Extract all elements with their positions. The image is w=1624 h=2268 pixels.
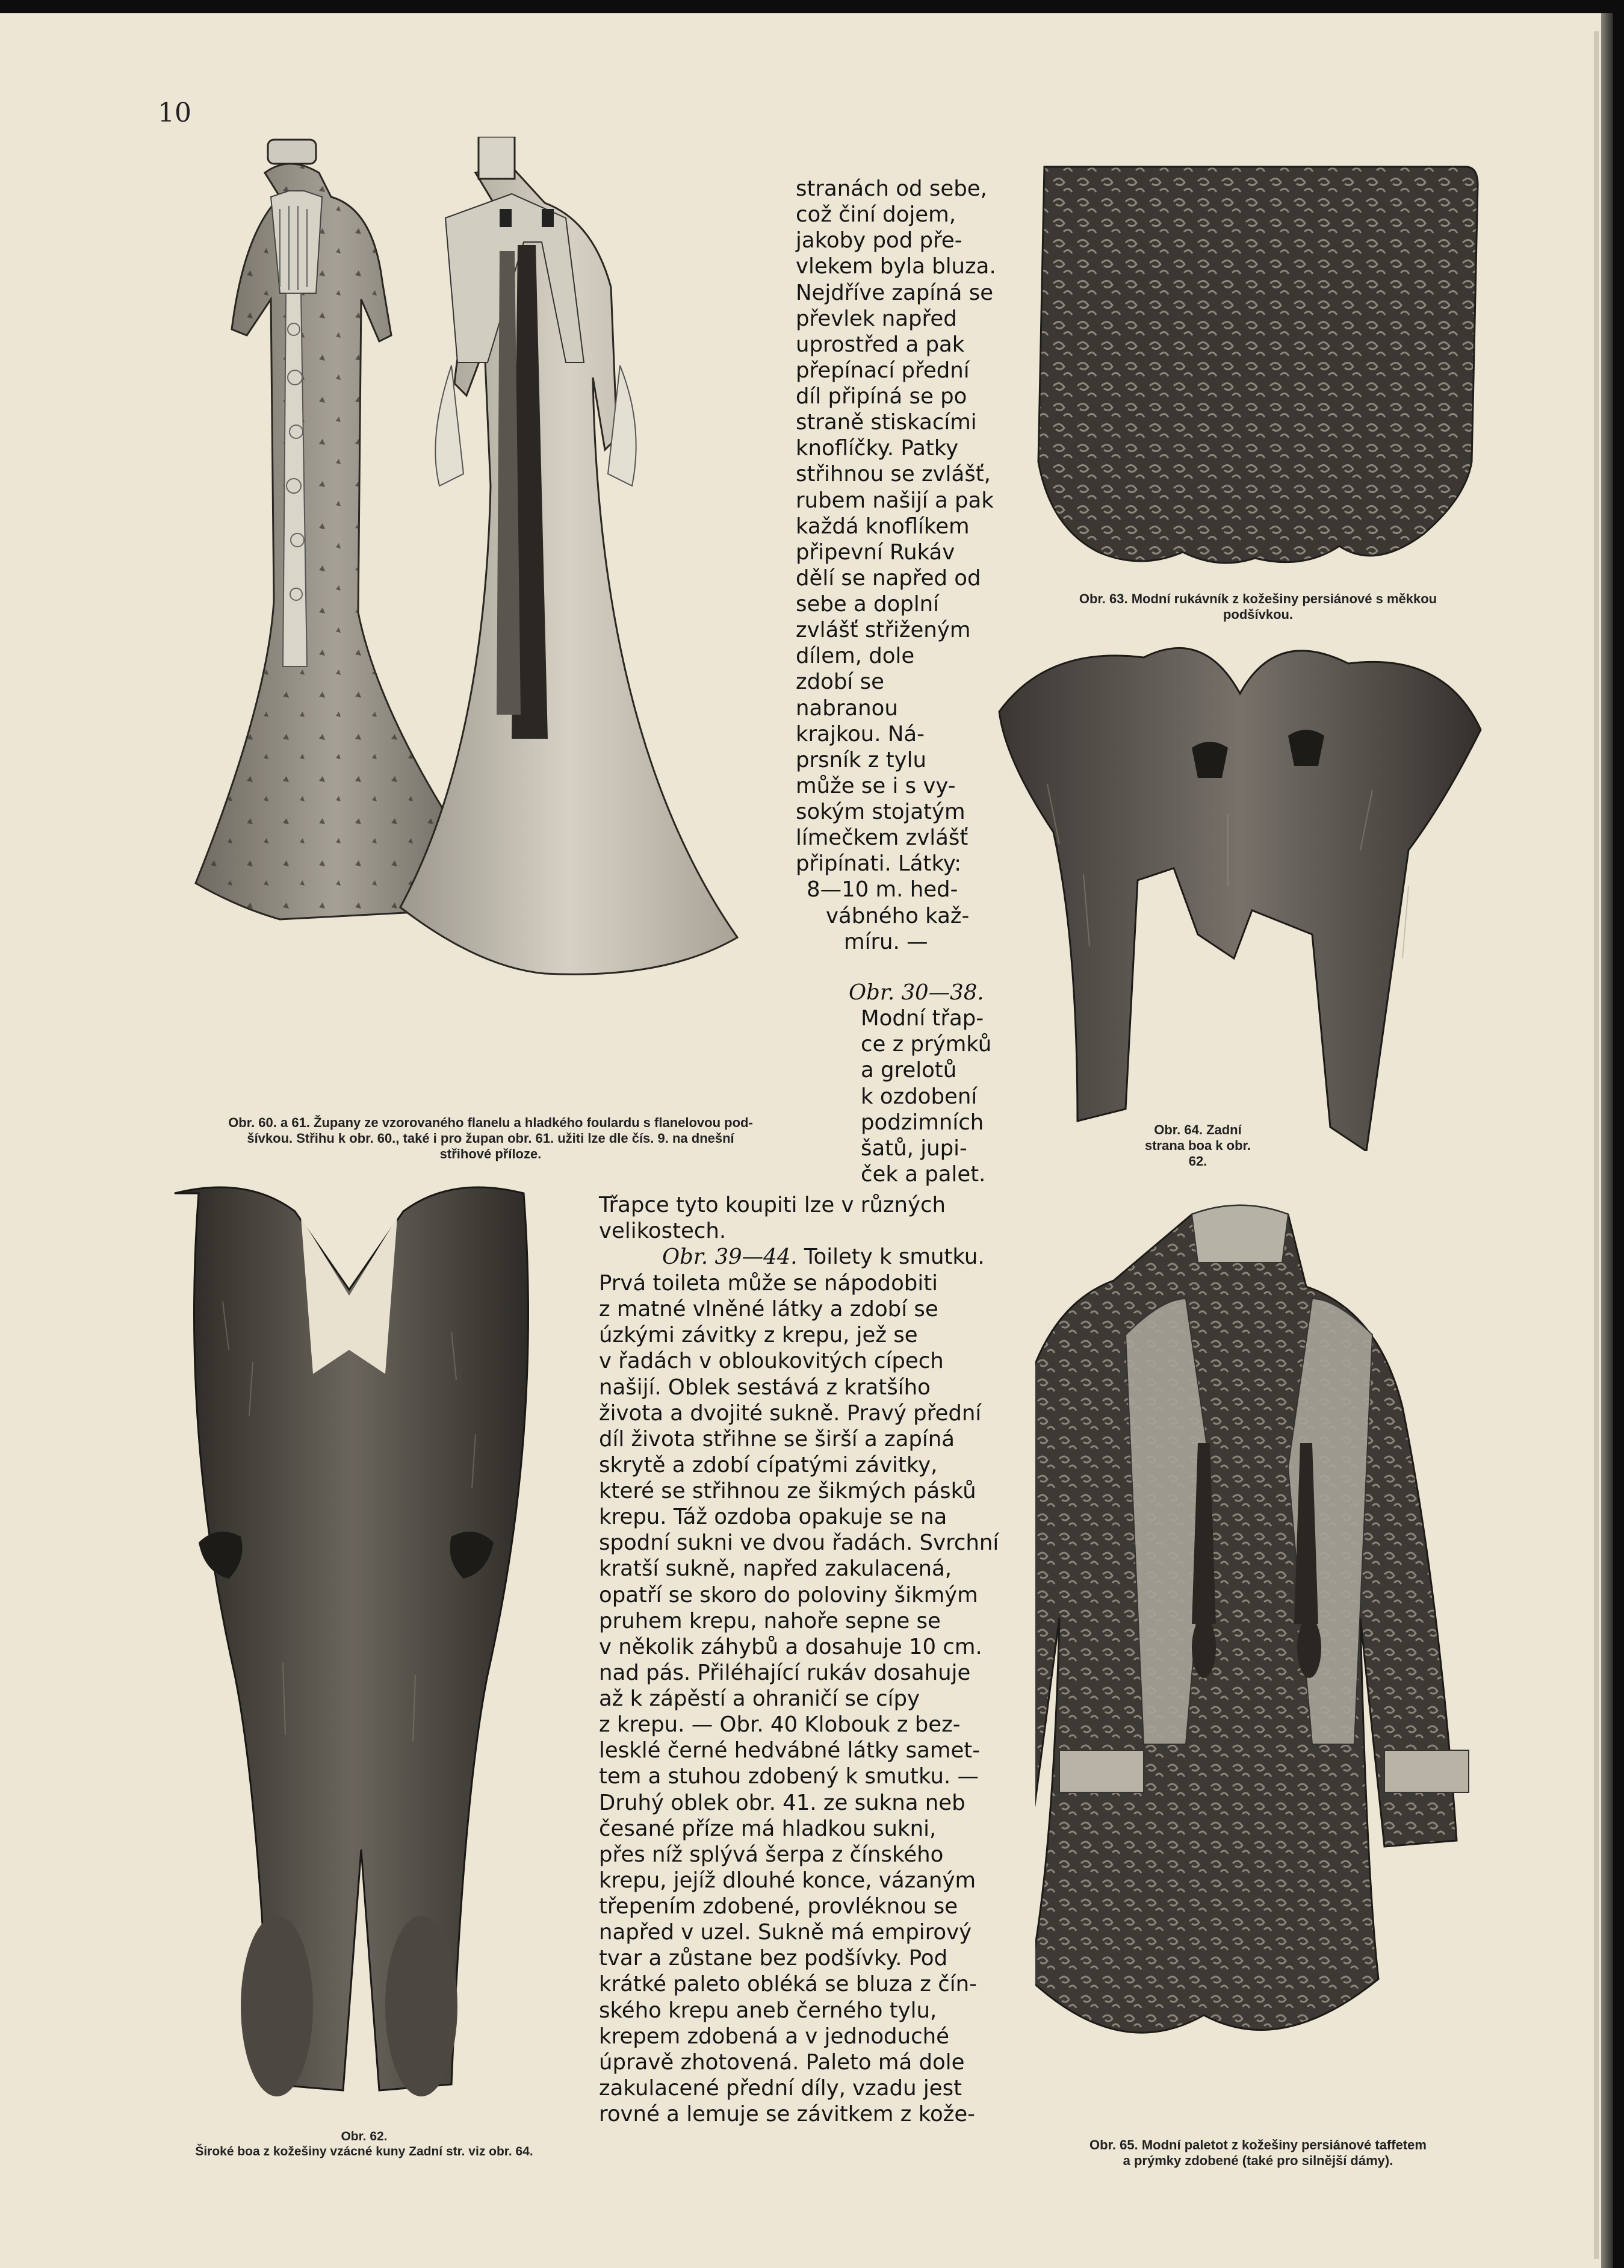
text-line: které se střihnou ze šikmých pásků (599, 1479, 976, 1503)
text-line: z matné vlněné látky a zdobí se (599, 1297, 938, 1322)
figure-63-caption: Obr. 63. Modní rukávník z kožešiny persiánové s měkkou podšívkou. (1079, 591, 1437, 622)
figure-60-61-caption: Obr. 60. a 61. Župany ze vzorovaného flanelu a hladkého foulardu s flanelovou pod- šívkou. Střihu k obr. 60., také i pro župan obr. 61. užiti lze dle čís. 9. na dnešní střihové příloze. (228, 1115, 753, 1161)
text-line: přes níž splývá šerpa z čínského (599, 1842, 944, 1867)
text-line: k ozdobení (861, 1084, 978, 1109)
fur-boa-back-illustration-icon (987, 633, 1493, 1151)
text-line: šatů, jupi- (861, 1136, 967, 1161)
text-line: uprostřed a pak (796, 332, 965, 357)
text-line: straně stiskacími (796, 410, 977, 435)
text-line: připínati. Látky: (796, 851, 962, 877)
text-line: krepu. Táž ozdoba opakuje se na (599, 1505, 947, 1530)
article-text-lower (599, 1270, 999, 2127)
text-line: přepínací přední (796, 358, 970, 383)
text-line: opatří se skoro do poloviny šikmým (599, 1582, 978, 1608)
figure-64-fur-boa-back (987, 633, 1493, 1151)
text-line: zakulacené přední díly, vzadu jest (599, 2075, 962, 2101)
text-line: díl připíná se po (796, 384, 967, 409)
text-line: krajkou. Ná- (796, 721, 925, 747)
text-line: kratší sukně, napřed zakulacená, (599, 1556, 952, 1582)
text-line: dělí se napřed od (796, 565, 981, 591)
text-line: knoflíčky. Patky (796, 436, 959, 461)
text-line: napřed v uzel. Sukně má empirový (599, 1920, 972, 1945)
figure-60-61-gowns (163, 137, 831, 1088)
text-line: v několik záhybů a dosahuje 10 cm. (599, 1634, 982, 1659)
text-line: života a dvojité sukně. Pravý přední (599, 1400, 982, 1426)
robe-61 (400, 137, 737, 974)
text-line (599, 1244, 996, 1270)
text-line: sebe a doplní (796, 592, 940, 617)
text-line: úpravě zhotovená. Paleto má dole (599, 2049, 965, 2075)
text-line: zvlášť střiženým (796, 618, 971, 643)
figure-62-fur-boa (163, 1181, 566, 2108)
text-line: tvar a zůstane bez podšívky. Pod (599, 1946, 948, 1971)
text-line: tem a stuhou zdobený k smutku. — (599, 1764, 979, 1789)
figure-64-caption: Obr. 64. Zadní strana boa k obr. 62. (1144, 1122, 1251, 1169)
text-line: prsník z tylu (796, 747, 927, 772)
text-line: což činí dojem, (796, 202, 956, 228)
text-line: díl života střihne se širší a zapíná (599, 1426, 955, 1452)
text-line: krepu, jejíž dlouhé konce, vázaným (599, 1868, 976, 1893)
section-label: Obr. 39—44. (662, 1244, 798, 1270)
page-binding-edge (1601, 13, 1613, 2268)
text-line: našijí. Oblek sestává z kratšího (599, 1375, 931, 1400)
text-line: každá knoflíkem (796, 514, 970, 539)
text-line: Nejdříve zapíná se (796, 280, 994, 305)
text-line: úzkými závitky z krepu, jež se (599, 1323, 918, 1348)
article-text-obr30 (849, 980, 993, 1187)
fur-boa-illustration-icon (163, 1181, 566, 2108)
section-label: Obr. 30—38. (849, 980, 984, 1005)
text-line: česané příze má hladkou sukni, (599, 1816, 937, 1841)
text-line: nad pás. Přiléhající rukáv dosahuje (599, 1660, 971, 1685)
text-line: nabranou (796, 695, 898, 721)
text-line: krátké paleto obléká se bluza z čín- (599, 1972, 977, 1997)
text-line: límečkem zvlášť (796, 825, 969, 851)
text-line: stranách od sebe, (796, 176, 987, 201)
text-line: rovné a lemuje se závitkem z kože- (599, 2102, 975, 2127)
page-number: 10 (158, 98, 191, 128)
text-line: ského krepu aneb černého tylu, (599, 1998, 937, 2023)
text-line: Modní třap- (861, 1006, 984, 1031)
text-line: pruhem krepu, nahoře sepne se (599, 1608, 941, 1633)
text-line: v řadách v obloukovitých cípech (599, 1349, 944, 1374)
fur-muff-illustration-icon (1026, 155, 1484, 576)
text-line: skrytě a zdobí cípatými závitky, (599, 1452, 938, 1477)
text-line: zdobí se (796, 670, 884, 695)
text-line: ce z prýmků (861, 1032, 992, 1057)
text-span: Toilety k smutku. (804, 1244, 985, 1270)
text-line: sokým stojatým (796, 800, 965, 824)
text-line: Třapce tyto koupiti lze v různých (599, 1193, 946, 1217)
text-line: spodní sukni ve dvou řadách. Svrchní (599, 1530, 999, 1556)
text-line: rubem našijí a pak (796, 488, 994, 513)
text-line: z krepu. — Obr. 40 Klobouk z bez- (599, 1712, 961, 1738)
text-line: převlek napřed (796, 306, 957, 331)
text-line: podzimních (861, 1110, 984, 1135)
text-line: krepem zdobená a v jednoduché (599, 2024, 949, 2049)
article-text-narrow (796, 176, 996, 955)
text-line: třepením zdobené, provléknou se (599, 1894, 958, 1919)
magazine-page (0, 13, 1613, 2268)
text-line: až k zápěstí a ohraničí se cípy (599, 1686, 920, 1711)
text-line: střihnou se zvlášť, (796, 462, 991, 487)
text-line: lesklé černé hedvábné látky samet- (599, 1738, 981, 1763)
text-line: míru. — (844, 929, 928, 954)
article-text-wide (599, 1192, 996, 1270)
gown-illustration-icon (163, 137, 831, 1088)
figure-62-caption: Obr. 62. Široké boa z kožešiny vzácné kuny Zadní str. viz obr. 64. (195, 2130, 533, 2158)
figure-65-fur-jacket (1035, 1202, 1493, 2057)
text-line: jakoby pod pře- (796, 228, 962, 253)
figure-65-caption: Obr. 65. Modní paletot z kožešiny persiánové taffetem a prýmky zdobené (také pro silnější dámy). (1089, 2137, 1427, 2168)
text-line: dílem, dole (796, 644, 915, 669)
text-line: Druhý oblek obr. 41. ze sukna neb (599, 1790, 965, 1815)
text-line: velikostech. (599, 1219, 727, 1244)
text-line: připevní Rukáv (796, 539, 955, 565)
text-line: vlekem byla bluza. (796, 254, 996, 279)
text-line: ček a palet. (861, 1161, 986, 1187)
page-edge-shadow (1594, 31, 1599, 2259)
fur-jacket-illustration-icon (1035, 1202, 1493, 2057)
text-line: Prvá toileta může se nápodobiti (599, 1271, 938, 1296)
figure-63-fur-muff (1026, 155, 1484, 576)
text-line: vábného kaž- (826, 903, 970, 928)
text-line: může se i s vy- (796, 773, 956, 798)
text-line: 8—10 m. hed- (807, 877, 958, 903)
text-line: a grelotů (861, 1058, 957, 1083)
